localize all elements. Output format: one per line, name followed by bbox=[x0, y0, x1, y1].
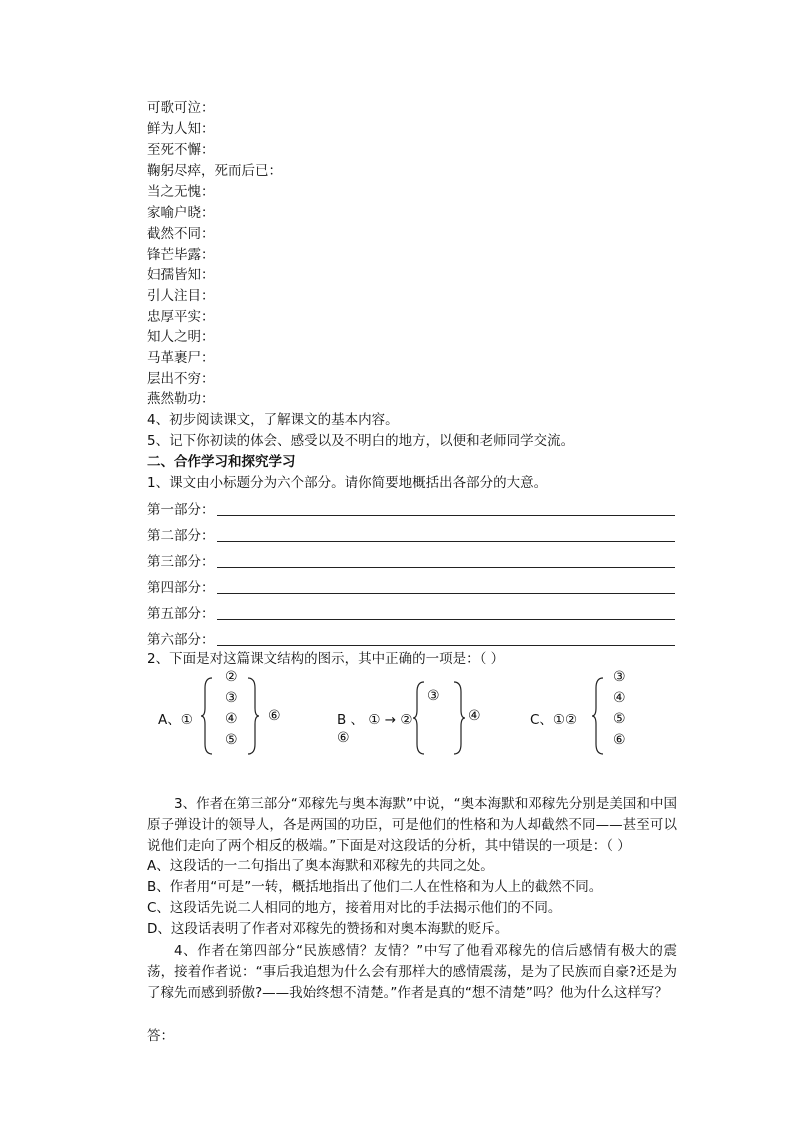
vocab-item: 忠厚平实： bbox=[147, 309, 215, 325]
option-c-item: ④ bbox=[613, 690, 626, 706]
vocab-item: 鞠躬尽瘁，死而后已： bbox=[147, 163, 282, 179]
question-1: 1、课文由小标题分为六个部分。请你简要地概括出各部分的大意。 bbox=[147, 475, 548, 491]
option-c-item: ⑥ bbox=[613, 732, 626, 748]
answer-label: 答： bbox=[147, 1028, 174, 1044]
answer-blank[interactable] bbox=[217, 645, 675, 646]
part-label: 第二部分： bbox=[147, 528, 215, 544]
right-brace-icon bbox=[246, 676, 260, 756]
vocab-item: 至死不懈： bbox=[147, 142, 215, 158]
vocab-item: 锋芒毕露： bbox=[147, 247, 215, 263]
question-3: 3、作者在第三部分“邓稼先与奥本海默”中说，“奥本海默和邓稼先分别是美国和中国原子弹设计的领导人，各是两国的功臣，可是他们的性格和为人却截然不同——甚至可以说他们走向了两个相反的极端。”下面是对这段话的分析，其中错误的一项是：（ ） bbox=[147, 796, 677, 854]
question-4: 4、作者在第四部分“民族感情？友情？”中写了他看邓稼先的信后感情有极大的震荡，接着作者说：“事后我追想为什么会有那样大的感情震荡，是为了民族而自豪?还是为了稼先而感到骄傲?——我始终想不清楚。”作者是真的“想不清楚”吗？他为什么这样写？ bbox=[147, 943, 677, 1001]
part-row bbox=[147, 602, 675, 622]
answer-blank[interactable] bbox=[217, 515, 675, 516]
answer-blank[interactable] bbox=[217, 541, 675, 542]
part-label: 第三部分： bbox=[147, 554, 215, 570]
vocab-item: 层出不穷： bbox=[147, 371, 215, 387]
answer-blank[interactable] bbox=[217, 567, 675, 568]
right-brace-icon bbox=[452, 680, 466, 756]
left-brace-icon bbox=[591, 676, 605, 756]
part-row bbox=[147, 628, 675, 648]
q3-option: A、这段话的一二句指出了奥本海默和邓稼先的共同之处。 bbox=[147, 858, 494, 874]
part-label: 第六部分： bbox=[147, 632, 215, 648]
option-c-label: C、①② bbox=[530, 712, 578, 728]
q3-option: D、这段话表明了作者对邓稼先的赞扬和对奥本海默的贬斥。 bbox=[147, 921, 509, 937]
q3-option: C、这段话先说二人相同的地方，接着用对比的手法揭示他们的不同。 bbox=[147, 900, 562, 916]
vocab-item: 马革裹尸： bbox=[147, 350, 215, 366]
left-brace-icon bbox=[200, 676, 214, 756]
vocab-item: 燕然勒功： bbox=[147, 391, 215, 407]
vocab-item: 当之无愧： bbox=[147, 184, 215, 200]
option-b-extra: ⑥ bbox=[337, 730, 350, 746]
option-c-item: ③ bbox=[613, 669, 626, 685]
option-b-label: B 、 ① → ② bbox=[337, 712, 413, 728]
vocab-item: 妇孺皆知： bbox=[147, 267, 215, 283]
q3-option: B、作者用“可是”一转，概括地指出了他们二人在性格和为人上的截然不同。 bbox=[147, 879, 603, 895]
answer-blank[interactable] bbox=[217, 619, 675, 620]
task-item: 4、初步阅读课文，了解课文的基本内容。 bbox=[147, 412, 399, 428]
vocab-item: 可歌可泣： bbox=[147, 100, 215, 116]
answer-blank[interactable] bbox=[217, 593, 675, 594]
section-heading: 二、合作学习和探究学习 bbox=[147, 454, 296, 470]
option-c-item: ⑤ bbox=[613, 711, 626, 727]
option-a-item: ③ bbox=[225, 690, 238, 706]
option-a-label: A、① bbox=[158, 712, 193, 728]
vocab-item: 引人注目： bbox=[147, 288, 215, 304]
vocab-item: 鲜为人知： bbox=[147, 121, 215, 137]
part-label: 第五部分： bbox=[147, 606, 215, 622]
left-brace-icon bbox=[412, 680, 426, 756]
option-a-item: ④ bbox=[225, 711, 238, 727]
option-b-end: ④ bbox=[468, 708, 481, 724]
task-item: 5、记下你初读的体会、感受以及不明白的地方，以便和老师同学交流。 bbox=[147, 433, 575, 449]
part-row bbox=[147, 498, 675, 518]
vocab-item: 知人之明： bbox=[147, 329, 215, 345]
vocab-item: 截然不同： bbox=[147, 226, 215, 242]
part-row bbox=[147, 550, 675, 570]
part-label: 第四部分： bbox=[147, 580, 215, 596]
option-b-item: ③ bbox=[427, 688, 440, 704]
part-row bbox=[147, 576, 675, 596]
question-2: 2、下面是对这篇课文结构的图示，其中正确的一项是：（ ） bbox=[147, 651, 505, 667]
option-a-item: ⑤ bbox=[225, 732, 238, 748]
option-a-end: ⑥ bbox=[268, 708, 281, 724]
part-row bbox=[147, 524, 675, 544]
part-label: 第一部分： bbox=[147, 502, 215, 518]
vocab-item: 家喻户晓： bbox=[147, 205, 215, 221]
option-a-item: ② bbox=[225, 669, 238, 685]
